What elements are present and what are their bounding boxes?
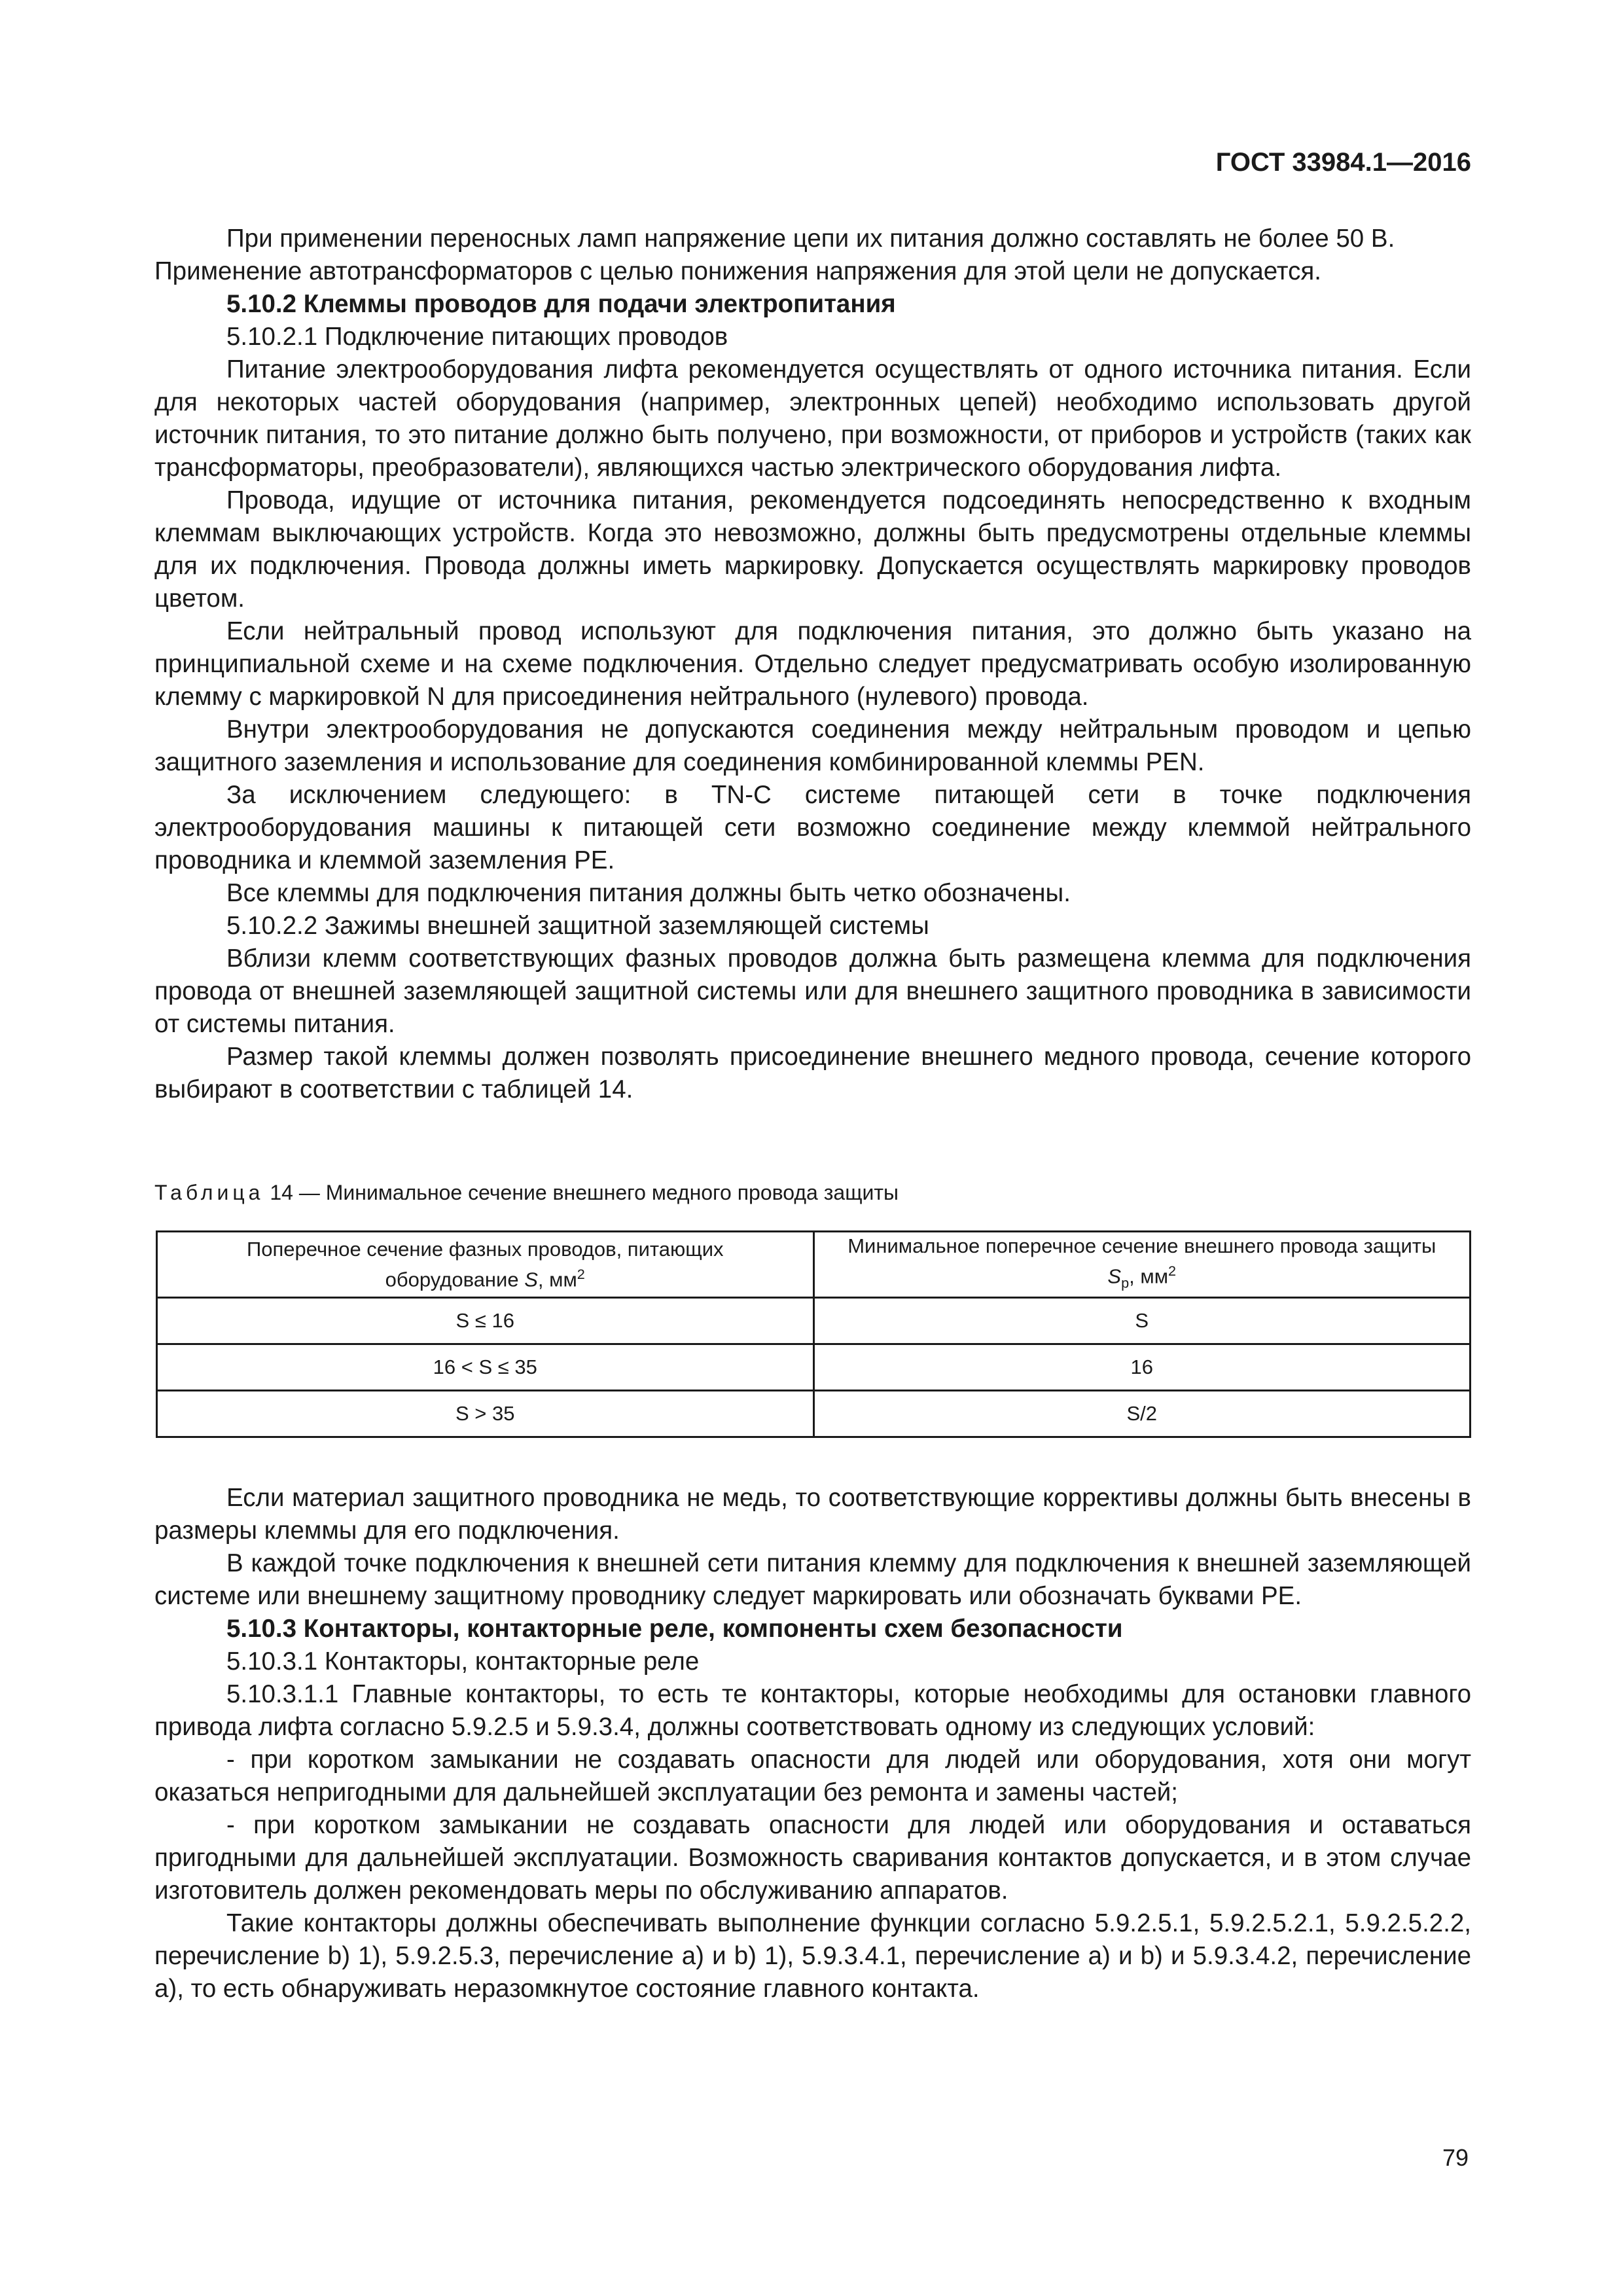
table-cell: S/2	[813, 1391, 1471, 1437]
section-heading: 5.10.2 Клеммы проводов для подачи электропитания	[226, 290, 896, 318]
paragraph: Размер такой клеммы должен позволять присоединение внешнего медного провода, сечение которого выбирают в соответствии с таблицей 14.	[154, 1043, 1471, 1103]
table-caption-text: 14 — Минимальное сечение внешнего медного провода защиты	[264, 1181, 899, 1204]
paragraph: Если материал защитного проводника не медь, то соответствующие коррективы должны быть внесены в размеры клеммы для его подключения.	[154, 1484, 1471, 1545]
text-block-bottom	[154, 1482, 1471, 2005]
table-header-phase-cross-section: Поперечное сечение фазных проводов, питающих оборудование S, $мм^2$	[157, 1232, 814, 1298]
table-cell: 16 < S ≤ 35	[157, 1344, 814, 1391]
paragraph: Вблизи клемм соответствующих фазных проводов должна быть размещена клемма для подключения провода от внешней заземляющей защитной системы или для внешнего защитного проводника в зависимости от системы питания.	[154, 944, 1471, 1038]
paragraph: Питание электрооборудования лифта рекомендуется осуществлять от одного источника питания. Если для некоторых частей оборудования (например, электронных цепей) необходимо использовать другой источник питания, то это питание должно быть получено, при возможности, от приборов и устройств (таких как трансформаторы, преобразователи), являющихся частью электрического оборудования лифта.	[154, 355, 1471, 482]
subsection-heading: 5.10.3.1 Контакторы, контакторные реле	[226, 1647, 700, 1676]
subsection-heading: 5.10.2.2 Зажимы внешней защитной заземляющей системы	[226, 912, 929, 940]
paragraph: Если нейтральный провод используют для подключения питания, это должно быть указано на принципиальной схеме и на схеме подключения. Отдельно следует предусматривать особую изолированную клемму с маркировкой N для присоединения нейтрального (нулевого) провода.	[154, 617, 1471, 711]
paragraph: За исключением следующего: в TN-C системе питающей сети в точке подключения электрооборудования машины к питающей сети возможно соединение между клеммой нейтрального проводника и клеммой заземления PE.	[154, 781, 1471, 874]
table-cell: S > 35	[157, 1391, 814, 1437]
cross-section-table	[156, 1230, 1471, 1438]
table-row	[157, 1344, 1471, 1391]
subsection-heading: 5.10.2.1 Подключение питающих проводов	[226, 323, 728, 351]
table-cell: S	[813, 1298, 1471, 1344]
paragraph: В каждой точке подключения к внешней сети питания клемму для подключения к внешней заземляющей системе или внешнему защитному проводнику следует маркировать или обозначать буквами PE.	[154, 1549, 1471, 1610]
table-cell: S ≤ 16	[157, 1298, 814, 1344]
list-item: - при коротком замыкании не создавать опасности для людей или оборудования, хотя они могут оказаться непригодными для дальнейшей эксплуатации без ремонта и замены частей;	[154, 1746, 1471, 1806]
list-item: - при коротком замыкании не создавать опасности для людей или оборудования и оставаться пригодными для дальнейшей эксплуатации. Возможность сваривания контактов допускается, и в этом случае изготовитель должен рекомендовать меры по обслуживанию аппаратов.	[154, 1811, 1471, 1905]
paragraph: Применение автотрансформаторов с целью понижения напряжения для этой цели не допускается.	[154, 257, 1321, 285]
table-header-protective-cross-section: Минимальное поперечное сечение внешнего провода защиты $S_p$, $мм^2$	[813, 1232, 1471, 1298]
table-row	[157, 1298, 1471, 1344]
section-heading: 5.10.3 Контакторы, контакторные реле, компоненты схем безопасности	[226, 1615, 1123, 1643]
paragraph: Все клеммы для подключения питания должны быть четко обозначены.	[226, 879, 1071, 907]
page-number: 79	[1442, 2144, 1469, 2171]
paragraph: 5.10.3.1.1 Главные контакторы, то есть те контакторы, которые необходимы для остановки главного привода лифта согласно 5.9.2.5 и 5.9.3.4, должны соответствовать одному из следующих условий:	[154, 1680, 1471, 1741]
table-row	[157, 1391, 1471, 1437]
paragraph: Такие контакторы должны обеспечивать выполнение функции согласно 5.9.2.5.1, 5.9.2.5.2.1, 5.9.2.5.2.2, перечисление b) 1), 5.9.2.5.3, перечисление a) и b) 1), 5.9.3.4.1, перечисление a) и b) и 5.9.3.4.2, перечисление a), то есть обнаруживать неразомкнутое состояние главного контакта.	[154, 1909, 1471, 2003]
table-caption-label: Таблица	[154, 1181, 264, 1204]
text-block-top	[154, 223, 1471, 1106]
standard-designation: ГОСТ 33984.1—2016	[1215, 148, 1471, 177]
table-caption	[154, 1179, 899, 1206]
paragraph: Провода, идущие от источника питания, рекомендуется подсоединять непосредственно к входным клеммам выключающих устройств. Когда это невозможно, должны быть предусмотрены отдельные клеммы для их подключения. Провода должны иметь маркировку. Допускается осуществлять маркировку проводов цветом.	[154, 486, 1471, 613]
paragraph: Внутри электрооборудования не допускаются соединения между нейтральным проводом и цепью защитного заземления и использование для соединения комбинированной клеммы PEN.	[154, 715, 1471, 776]
table-cell: 16	[813, 1344, 1471, 1391]
table-header-row	[157, 1232, 1471, 1298]
paragraph: При применении переносных ламп напряжение цепи их питания должно составлять не более 50 В.	[226, 224, 1395, 253]
